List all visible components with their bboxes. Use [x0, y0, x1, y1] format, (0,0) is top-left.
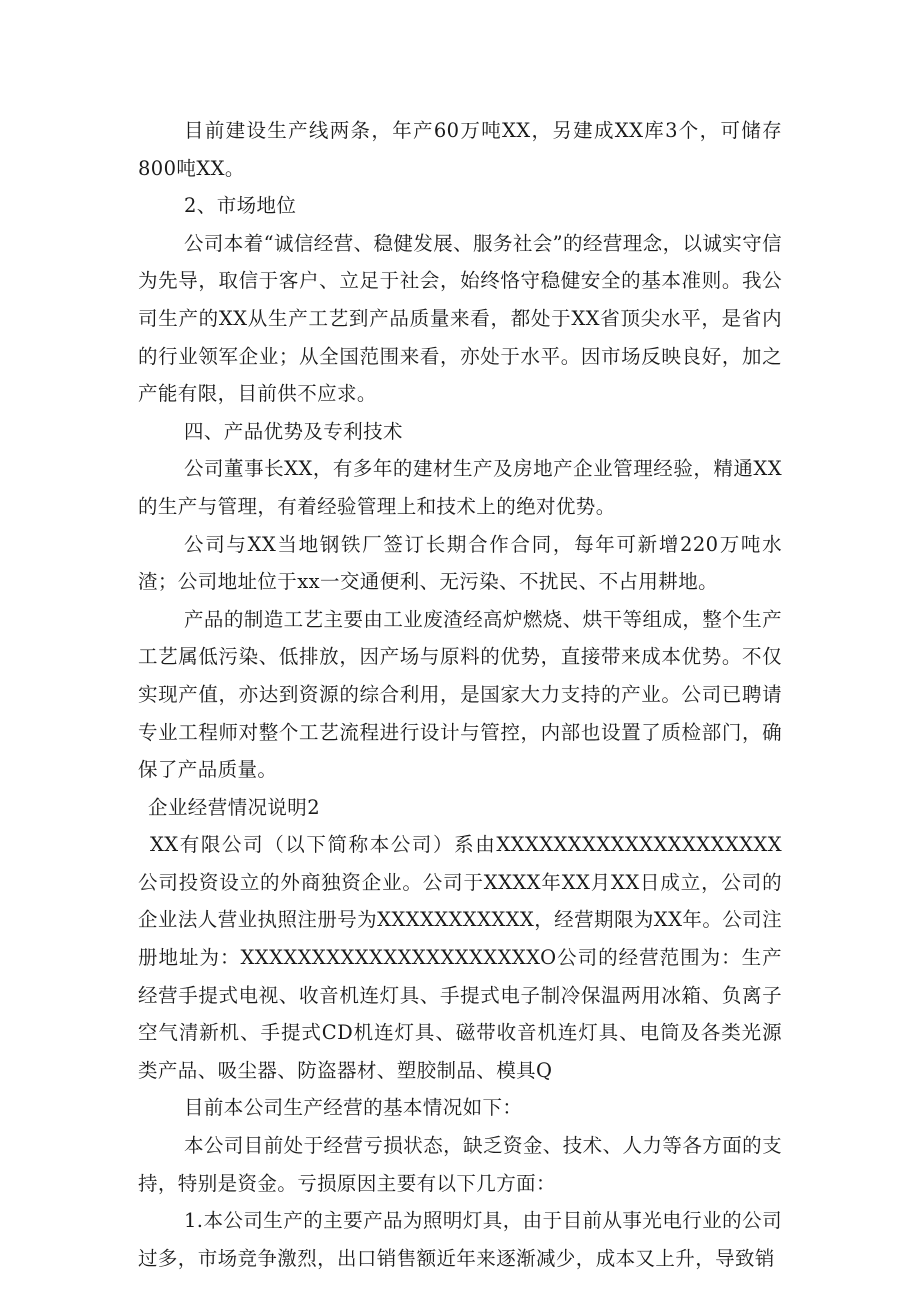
paragraph-chairman: 公司董事长XX，有多年的建材生产及房地产企业管理经验，精通XX的生产与管理，有着经验管理上和技术上的绝对优势。	[138, 457, 782, 518]
section-heading-market-position: 2、市场地位	[184, 194, 297, 218]
paragraph-loss-status: 本公司目前处于经营亏损状态，缺乏资金、技术、人力等各方面的支持，特别是资金。亏损原因主要有以下几方面：	[138, 1134, 782, 1195]
paragraph-manufacturing-process: 产品的制造工艺主要由工业废渣经高炉燃烧、烘干等组成，整个生产工艺属低污染、低排放，因产场与原料的优势，直接带来成本优势。不仅实现产值，亦达到资源的综合利用，是国家大力支持的产业。公司已聘请专业工程师对整个工艺流程进行设计与管控，内部也设置了质检部门，确保了产品质量。	[138, 607, 782, 782]
paragraph-production-lines: 目前建设生产线两条，年产60万吨XX，另建成XX库3个，可储存800吨XX。	[138, 119, 782, 180]
paragraph-market-position: 公司本着“诚信经营、稳健发展、服务社会”的经营理念，以诚实守信为先导，取信于客户、立足于社会，始终恪守稳健安全的基本准则。我公司生产的XX从生产工艺到产品质量来看，都处于XX省顶尖水平，是省内的行业领军企业；从全国范围来看，亦处于水平。因市场反映良好，加之产能有限，目前供不应求。	[138, 231, 782, 406]
section-heading-product-advantages: 四、产品优势及专利技术	[184, 419, 403, 443]
paragraph-company-intro: XX有限公司（以下简称本公司）系由XXXXXXXXXXXXXXXXXXXX公司投资设立的外商独资企业。公司于XXXX年XX月XX日成立，公司的企业法人营业执照注册号为XXXXXXXXXXX，经营期限为XX年。公司注册地址为：XXXXXXXXXXXXXXXXXXXXXO公司的经营范围为：生产经营手提式电视、收音机连灯具、手提式电子制冷保温两用冰箱、负离子空气清新机、手提式CD机连灯具、磁带收音机连灯具、电筒及各类光源类产品、吸尘器、防盗器材、塑胶制品、模具Q	[138, 833, 782, 1082]
document-title-section-2: 企业经营情况说明2	[148, 795, 321, 819]
paragraph-loss-reason-1: 1.本公司生产的主要产品为照明灯具，由于目前从事光电行业的公司过多，市场竞争激烈，出口销售额近年来逐渐减少，成本又上升，导致销	[138, 1209, 782, 1270]
paragraph-basic-situation: 目前本公司生产经营的基本情况如下：	[184, 1096, 523, 1120]
paragraph-steel-cooperation: 公司与XX当地钢铁厂签订长期合作合同，每年可新增220万吨水渣；公司地址位于xx一交通便利、无污染、不扰民、不占用耕地。	[138, 532, 782, 594]
